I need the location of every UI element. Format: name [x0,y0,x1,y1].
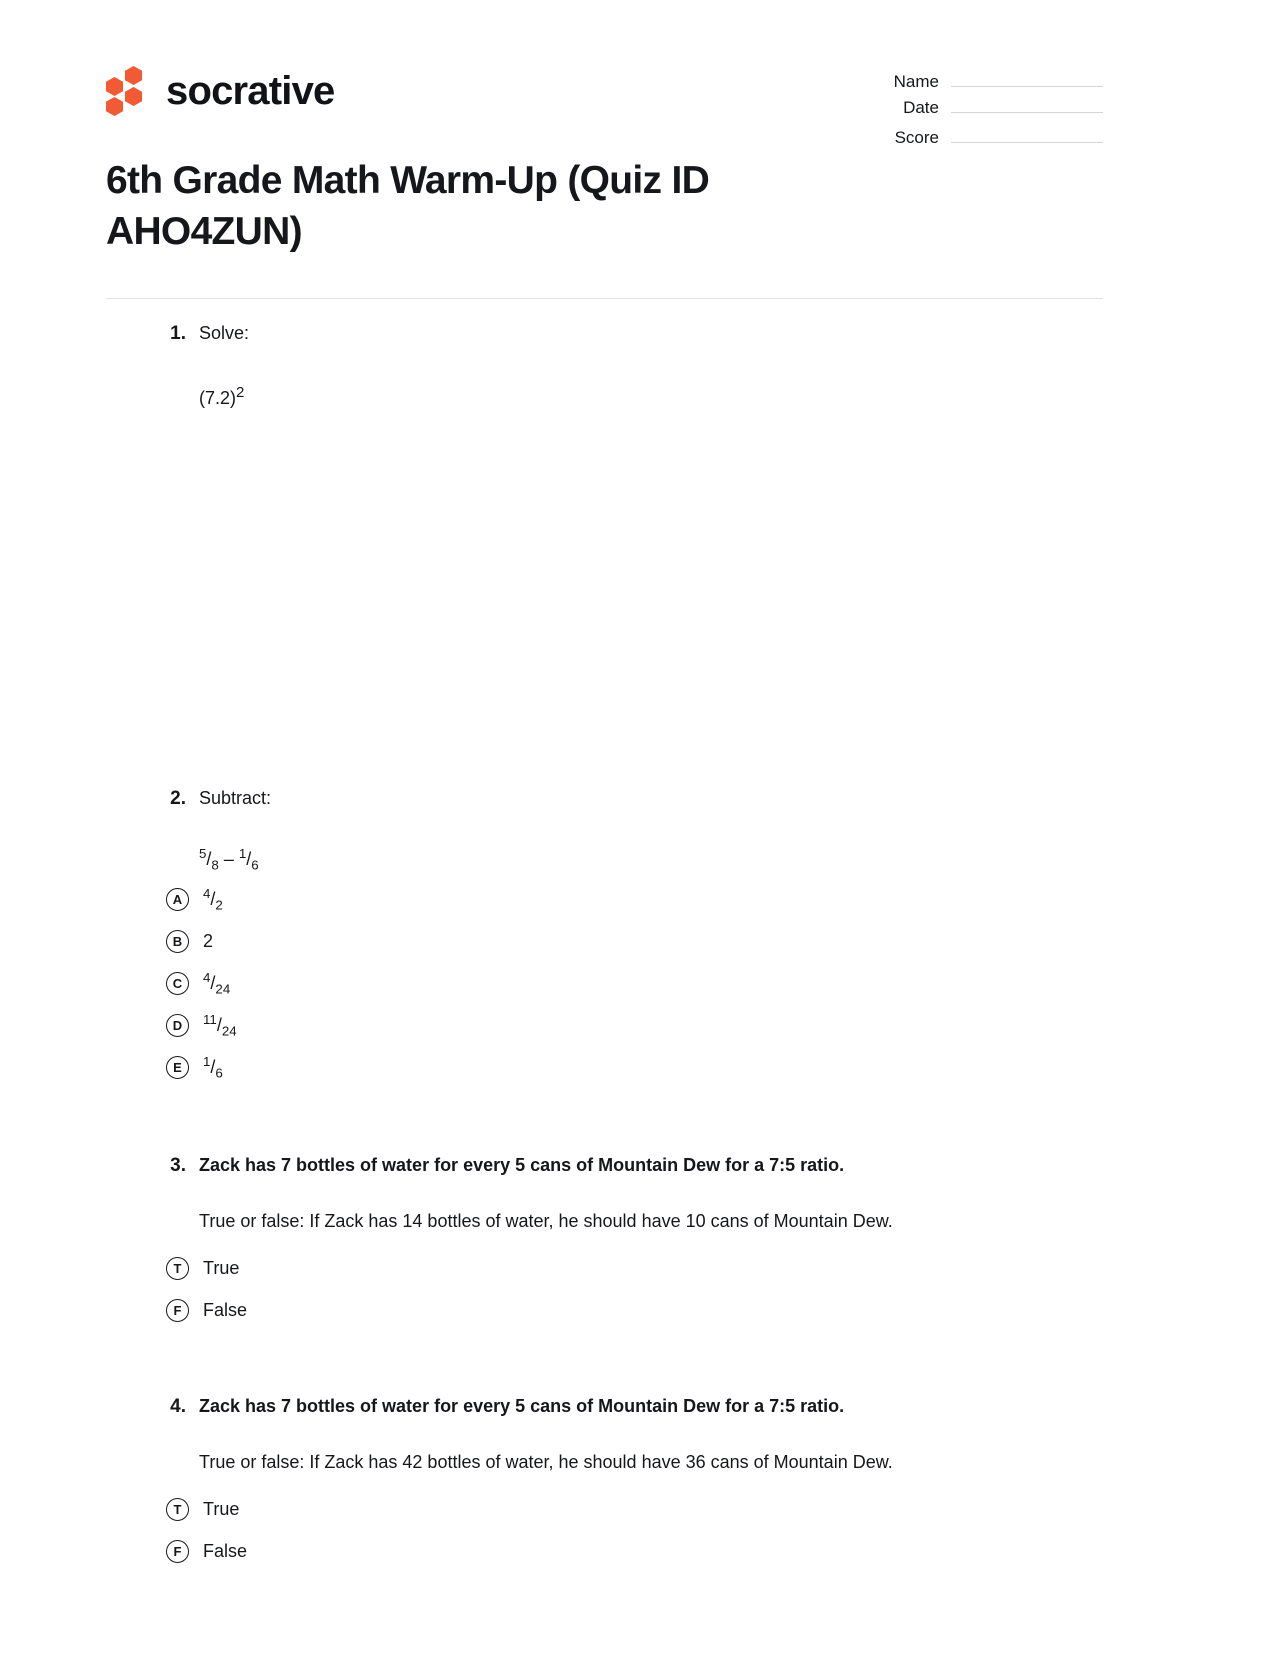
date-input-line[interactable] [951,98,1103,113]
choice-label: True [203,1498,240,1519]
score-field-label: Score [894,128,939,147]
choice-bubble-icon[interactable]: D [166,1014,189,1037]
choice-bubble-icon[interactable]: T [166,1257,189,1280]
choice-bubble-icon[interactable]: F [166,1540,189,1563]
question-prompt: Zack has 7 bottles of water for every 5 cans of Mountain Dew for a 7:5 ratio. [199,1396,845,1417]
choice-label: False [203,1299,248,1320]
answer-choice-f[interactable] [106,1289,1103,1331]
answer-choice-f[interactable] [106,1530,1103,1572]
answer-choice-c[interactable] [106,962,1103,1004]
question-prompt: Zack has 7 bottles of water for every 5 cans of Mountain Dew for a 7:5 ratio. [199,1155,845,1176]
answer-workspace [106,409,1103,709]
question-header [106,1152,1103,1178]
answer-choice-t[interactable] [106,1488,1103,1530]
answer-choice-e[interactable] [106,1046,1103,1088]
question-expression: $(7.2)^2$ [199,384,245,409]
choice-label: $^4/_2$ [203,885,223,912]
question-header [106,1393,1103,1419]
hexagon-shape [125,66,142,85]
question-number: 2. [170,788,186,810]
choice-bubble-icon[interactable]: A [166,888,189,911]
question-number: 3. [170,1155,186,1177]
socrative-hexagon-logo-icon [106,66,152,116]
page-title: 6th Grade Math Warm-Up (Quiz ID AHO4ZUN) [106,159,710,254]
answer-choices [106,1247,1103,1331]
date-field-row [803,98,1103,118]
answer-choice-d[interactable] [106,1004,1103,1046]
question-prompt: Subtract: [199,788,272,809]
name-input-line[interactable] [951,72,1103,87]
question-block [106,320,1103,709]
score-input-line[interactable] [951,128,1103,143]
choice-bubble-icon[interactable]: C [166,972,189,995]
question-body-text: True or false: If Zack has 42 bottles of water, he should have 36 cans of Mountain Dew. [199,1452,893,1473]
question-block [106,1393,1103,1572]
choice-bubble-icon[interactable]: E [166,1056,189,1079]
choice-label: $^{11}/_{24}$ [203,1011,237,1038]
question-number: 4. [170,1396,186,1418]
question-block [106,1152,1103,1331]
question-header [106,320,1103,346]
choice-label: False [203,1540,248,1561]
hexagon-shape [106,97,123,116]
answer-choice-b[interactable] [106,920,1103,962]
question-number: 1. [170,323,186,344]
hexagon-shape [125,87,142,106]
answer-choices [106,878,1103,1088]
quiz-sheet [106,0,1103,1561]
answer-choice-t[interactable] [106,1247,1103,1289]
choice-bubble-icon[interactable]: B [166,930,189,953]
choice-label: $^4/_{24}$ [203,969,231,996]
name-field-label: Name [893,72,939,91]
hexagon-shape [106,77,123,96]
question-body-text: True or false: If Zack has 14 bottles of water, he should have 10 cans of Mountain Dew. [199,1211,893,1232]
score-field-row [803,128,1103,148]
questions-list [106,320,1103,1572]
answer-choices [106,1488,1103,1572]
page-header [106,0,1103,254]
question-prompt: Solve: [199,323,250,343]
choice-bubble-icon[interactable]: T [166,1498,189,1521]
student-info-fields [803,72,1103,124]
score-field [803,128,1103,154]
name-field-row [803,72,1103,92]
answer-choice-a[interactable] [106,878,1103,920]
choice-label: $^1/_6$ [203,1053,223,1080]
header-divider [106,298,1103,299]
choice-label: True [203,1257,240,1278]
date-field-label: Date [903,98,939,117]
question-header [106,785,1103,811]
choice-label: 2 [203,930,214,951]
brand-wordmark: socrative [166,69,335,113]
choice-bubble-icon[interactable]: F [166,1299,189,1322]
socrative-logo [106,66,334,116]
question-expression: $^5/_8 - ^1/_6$ [199,846,259,873]
question-block [106,785,1103,1088]
